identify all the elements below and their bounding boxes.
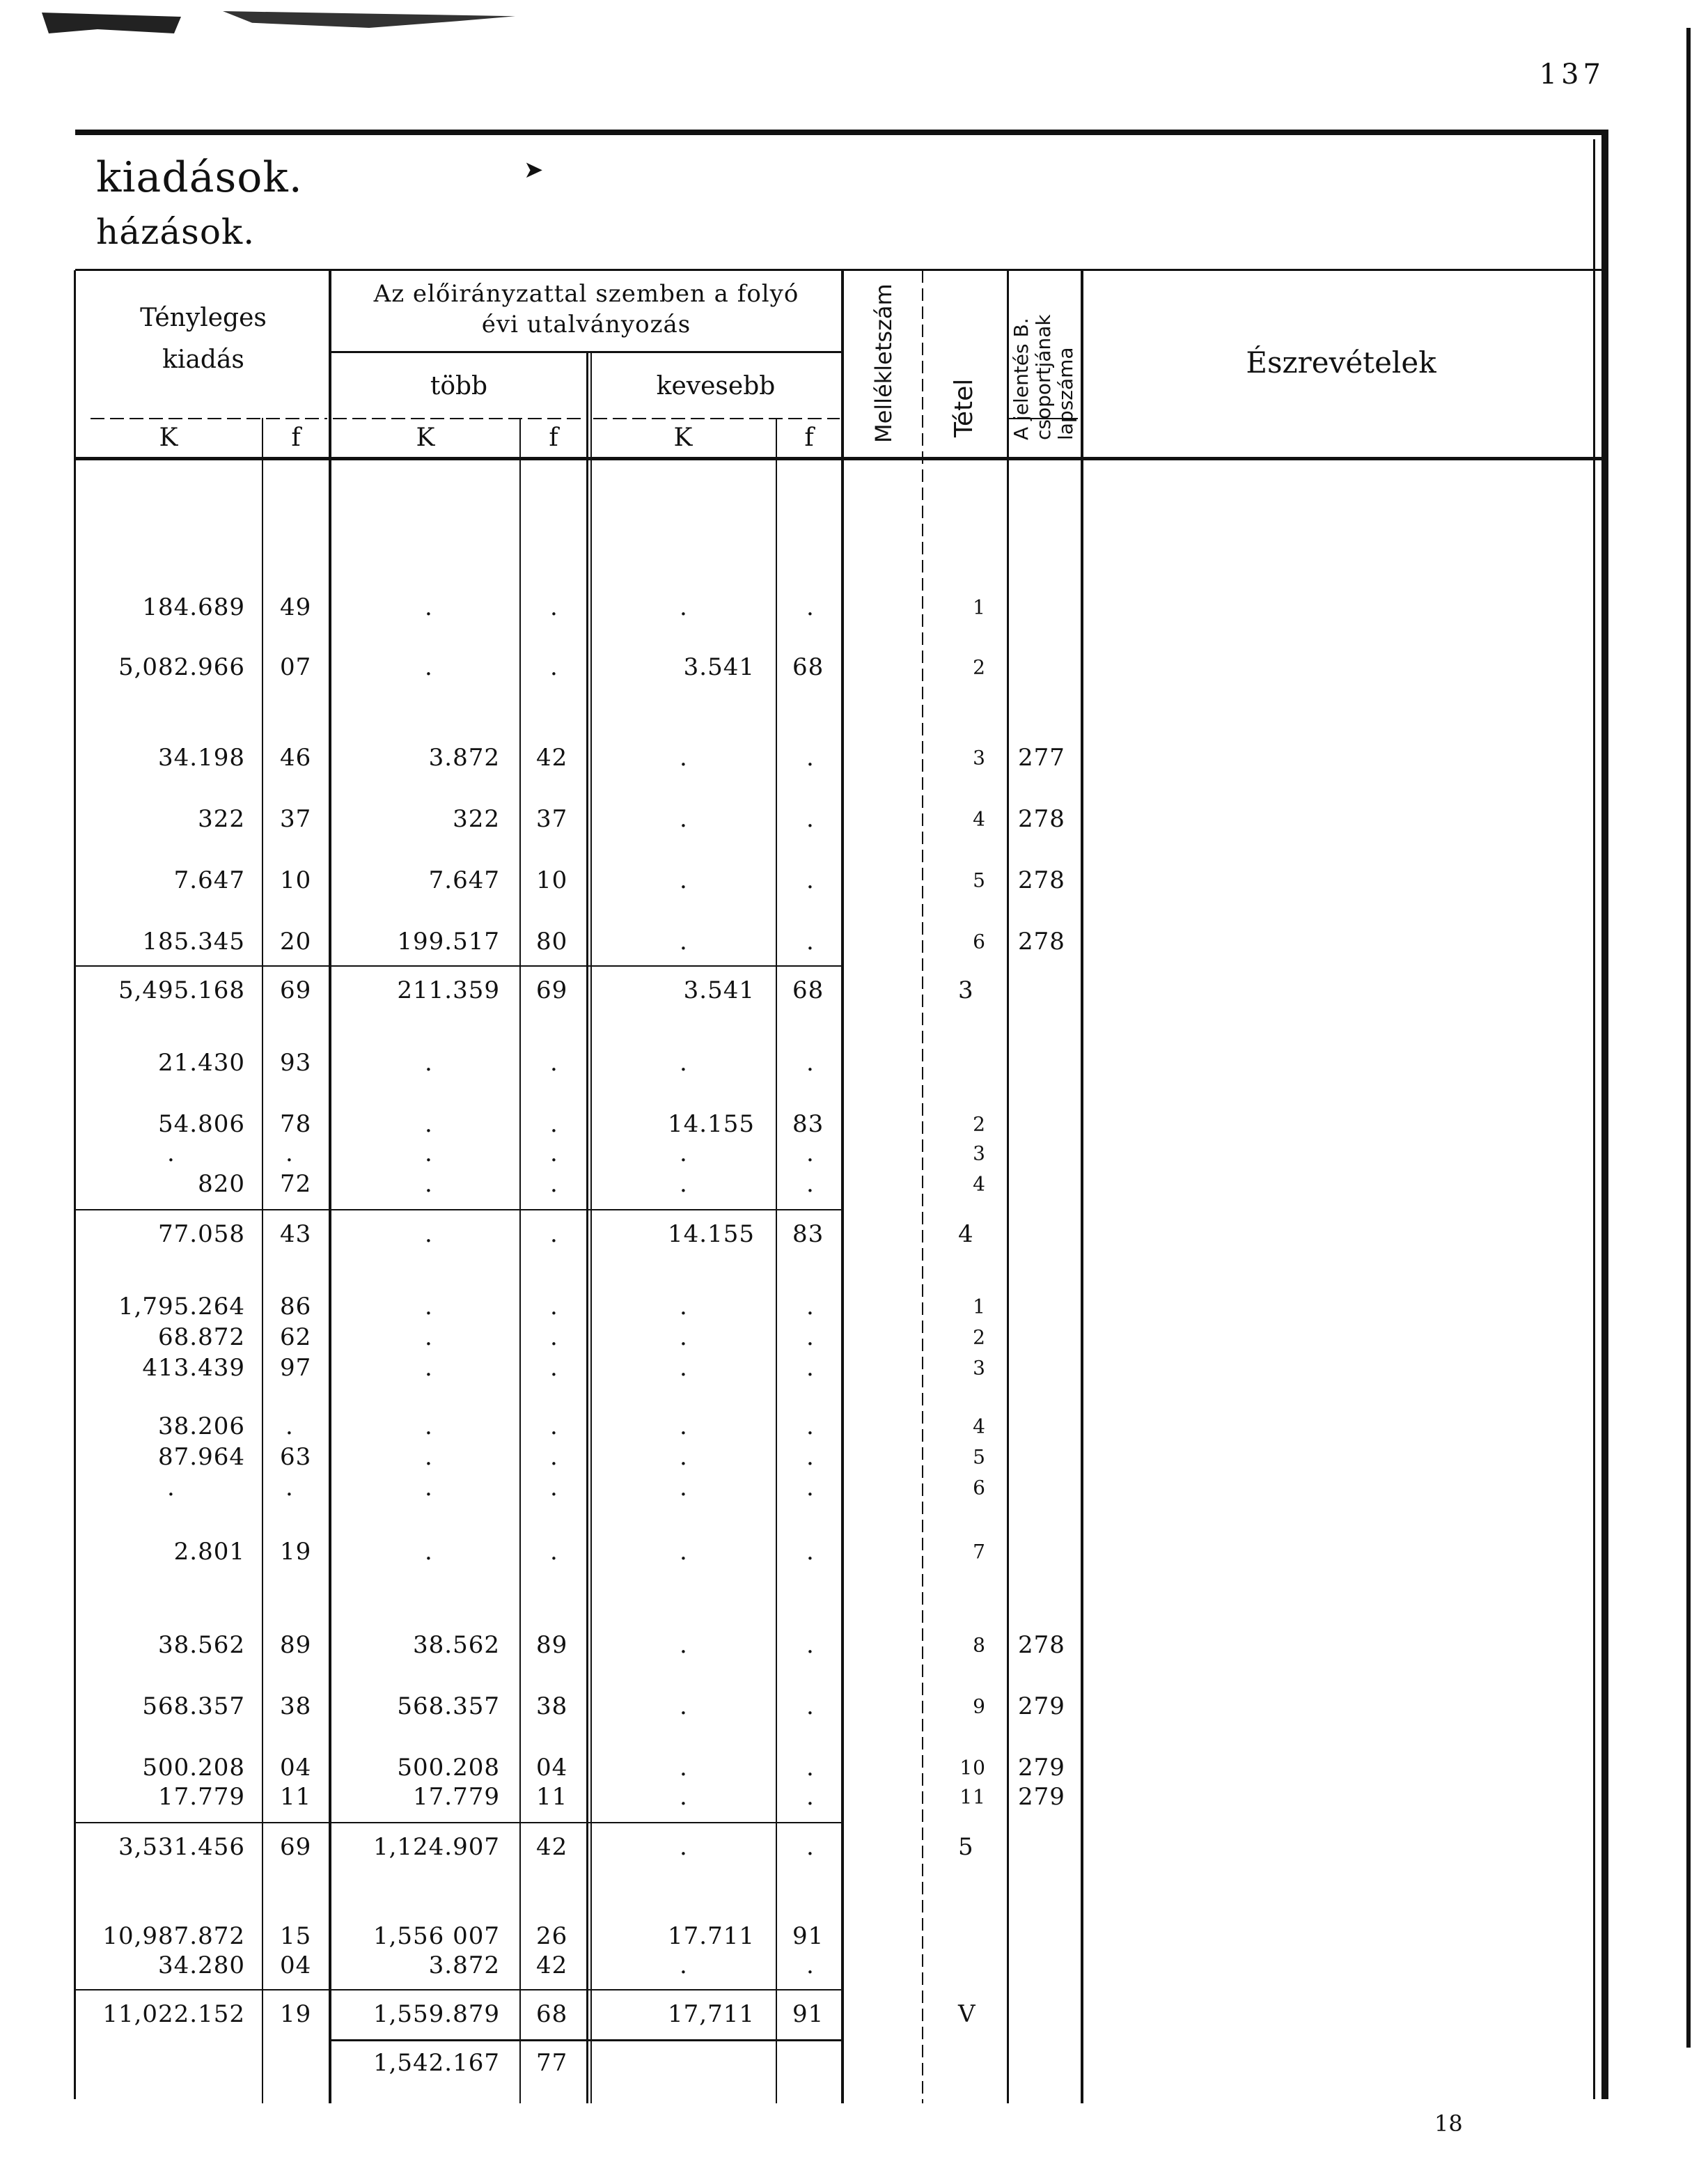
page-title: kiadások. xyxy=(96,153,303,202)
cell-mf: . xyxy=(550,1412,558,1440)
cell-ak: 5,495.168 xyxy=(118,976,245,1004)
cell-mk: 7.647 xyxy=(428,866,500,894)
frame-right-border-inner xyxy=(1593,139,1595,2099)
cell-ak: 322 xyxy=(198,805,245,833)
cell-af: 04 xyxy=(280,1754,312,1782)
cell-mf: . xyxy=(550,1139,558,1167)
cell-mf: 38 xyxy=(536,1692,568,1720)
cell-mk: . xyxy=(425,1412,433,1440)
cell-ak: 1,795.264 xyxy=(118,1293,245,1320)
cell-af: 69 xyxy=(280,1833,312,1861)
cell-ak: 10,987.872 xyxy=(102,1922,245,1950)
cell-af: . xyxy=(285,1412,294,1440)
final-brace-rule xyxy=(331,2039,841,2041)
header-actual-line2: kiadás xyxy=(162,345,244,374)
cell-lf: . xyxy=(806,1783,815,1811)
cell-ak: 5,082.966 xyxy=(118,653,245,681)
cell-lk: 3.541 xyxy=(683,976,755,1004)
cell-af: . xyxy=(285,1474,294,1502)
col-line-left xyxy=(74,270,76,2099)
cell-lf: . xyxy=(806,1631,815,1659)
cell-lk: . xyxy=(680,1412,688,1440)
top-border xyxy=(75,130,1607,135)
cell-lf: . xyxy=(806,1538,815,1566)
cell-lf: . xyxy=(806,1293,815,1320)
cell-lk: . xyxy=(680,1631,688,1659)
cell-mf: . xyxy=(550,1538,558,1566)
cell-lk: . xyxy=(680,866,688,894)
cell-mf: 77 xyxy=(536,2049,568,2077)
cell-ak: 185.345 xyxy=(142,928,245,956)
header-report-line1: A jelentés B. xyxy=(1010,318,1033,440)
cell-mk: 1,124.907 xyxy=(373,1833,500,1861)
cell-ak: 3,531.456 xyxy=(118,1833,245,1861)
cell-tetel: V xyxy=(958,2000,976,2028)
header-less-f: f xyxy=(804,423,814,452)
cell-ak: 34.280 xyxy=(158,1951,245,1979)
header-top-line xyxy=(75,269,1601,271)
cell-ak: 77.058 xyxy=(158,1220,245,1248)
cell-mk: 3.872 xyxy=(428,1951,500,1979)
cell-mf: 04 xyxy=(536,1754,568,1782)
cell-af: 97 xyxy=(280,1354,312,1382)
cell-af: 11 xyxy=(280,1783,312,1811)
cell-lf: . xyxy=(806,1049,815,1077)
cell-lk: . xyxy=(680,1754,688,1782)
cell-lf: . xyxy=(806,1692,815,1720)
cell-ak: 38.562 xyxy=(158,1631,245,1659)
cell-ak: 500.208 xyxy=(142,1754,245,1782)
cell-ak: 38.206 xyxy=(158,1412,245,1440)
cell-af: 69 xyxy=(280,976,312,1004)
cell-tetel: 4 xyxy=(958,1220,974,1248)
col-line-more-less xyxy=(586,352,588,2103)
cell-af: 38 xyxy=(280,1692,312,1720)
subtotal-rule xyxy=(75,965,841,967)
cell-mf: 80 xyxy=(536,928,568,956)
cell-tetel: 11 xyxy=(959,1785,986,1809)
cell-mk: . xyxy=(425,1049,433,1077)
col-line-actual-f xyxy=(262,418,263,2103)
cell-lap: 279 xyxy=(1018,1783,1065,1811)
cell-tetel: 6 xyxy=(973,930,986,953)
cell-lf: 68 xyxy=(792,976,824,1004)
cell-lk: 17.711 xyxy=(668,1922,755,1950)
cell-tetel: 2 xyxy=(973,1325,986,1349)
scan-artifact-top-2 xyxy=(223,11,515,28)
col-line-more-less-2 xyxy=(590,352,592,2103)
cell-tetel: 7 xyxy=(973,1540,986,1564)
cell-lk: . xyxy=(680,593,688,621)
cell-af: 89 xyxy=(280,1631,312,1659)
cell-lf: 91 xyxy=(792,1922,824,1950)
header-report-line3: lapszáma xyxy=(1054,347,1077,440)
col-line-less-f xyxy=(776,418,777,2103)
cell-af: 15 xyxy=(280,1922,312,1950)
cell-lk: . xyxy=(680,928,688,956)
header-less: kevesebb xyxy=(656,372,776,400)
cell-lf: . xyxy=(806,1833,815,1861)
col-line-more-f xyxy=(519,418,521,2103)
col-line-appendix xyxy=(841,270,844,2103)
cell-lk: . xyxy=(680,1692,688,1720)
cell-mk: 322 xyxy=(453,805,500,833)
cell-mf: 42 xyxy=(536,744,568,772)
cell-ak: 34.198 xyxy=(158,744,245,772)
cell-lf: 91 xyxy=(792,2000,824,2028)
cell-af: 37 xyxy=(280,805,312,833)
header-more: több xyxy=(430,372,488,400)
cell-lk: . xyxy=(680,1323,688,1351)
cell-lf: 68 xyxy=(792,653,824,681)
cell-lap: 279 xyxy=(1018,1692,1065,1720)
cell-lk: . xyxy=(680,1293,688,1320)
cell-lf: . xyxy=(806,1443,815,1471)
cell-tetel: 9 xyxy=(973,1694,986,1718)
cell-lf: . xyxy=(806,1474,815,1502)
cell-mk: 17.779 xyxy=(413,1783,500,1811)
header-remarks: Észrevételek xyxy=(1246,345,1436,380)
cell-tetel: 4 xyxy=(973,1172,986,1196)
cell-mk: . xyxy=(425,1538,433,1566)
cell-tetel: 6 xyxy=(973,1476,986,1499)
cell-af: 04 xyxy=(280,1951,312,1979)
page-subtitle: házások. xyxy=(96,212,256,252)
cell-af: 62 xyxy=(280,1323,312,1351)
cell-lk: 17,711 xyxy=(668,2000,755,2028)
cell-af: 43 xyxy=(280,1220,312,1248)
header-appendix: Mellékletszám xyxy=(870,283,897,443)
cell-mk: 1,559.879 xyxy=(373,2000,500,2028)
cell-af: 07 xyxy=(280,653,312,681)
cell-af: 63 xyxy=(280,1443,312,1471)
cell-ak: 11,022.152 xyxy=(102,2000,245,2028)
cell-lk: . xyxy=(680,1474,688,1502)
cell-mk: 1,556 007 xyxy=(373,1922,500,1950)
cell-lk: 14.155 xyxy=(668,1220,755,1248)
cell-lf: . xyxy=(806,1754,815,1782)
cell-mf: . xyxy=(550,1443,558,1471)
cell-ak: 820 xyxy=(198,1170,245,1198)
cell-tetel: 5 xyxy=(958,1833,974,1861)
more-k-line xyxy=(333,418,583,419)
cell-tetel: 5 xyxy=(973,868,986,892)
cell-mk: . xyxy=(425,593,433,621)
cell-ak: 568.357 xyxy=(142,1692,245,1720)
cell-ak: 54.806 xyxy=(158,1110,245,1138)
cell-mf: . xyxy=(550,1220,558,1248)
cell-lf: . xyxy=(806,1139,815,1167)
cell-lk: . xyxy=(680,744,688,772)
cell-ak: 17.779 xyxy=(158,1783,245,1811)
cell-lk: 3.541 xyxy=(683,653,755,681)
frame-right-border xyxy=(1601,130,1608,2099)
cell-lf: . xyxy=(806,1412,815,1440)
cell-mk: . xyxy=(425,653,433,681)
cell-ak: 413.439 xyxy=(142,1354,245,1382)
header-bottom-line xyxy=(75,457,1601,460)
header-budget-line2: évi utalványozás xyxy=(481,311,691,338)
cell-mf: 68 xyxy=(536,2000,568,2028)
cell-lf: . xyxy=(806,928,815,956)
col-line-item xyxy=(922,270,923,2103)
cell-lk: . xyxy=(680,805,688,833)
cell-lk: . xyxy=(680,1783,688,1811)
cell-mf: . xyxy=(550,1049,558,1077)
cell-lf: . xyxy=(806,744,815,772)
header-actual-k: K xyxy=(159,423,178,452)
cell-mf: 26 xyxy=(536,1922,568,1950)
cell-mf: 89 xyxy=(536,1631,568,1659)
cell-mf: 42 xyxy=(536,1833,568,1861)
cell-af: 78 xyxy=(280,1110,312,1138)
subtotal-rule xyxy=(75,1209,841,1210)
cell-lk: . xyxy=(680,1443,688,1471)
cell-lk: 14.155 xyxy=(668,1110,755,1138)
cell-mf: 42 xyxy=(536,1951,568,1979)
cell-tetel: 2 xyxy=(973,1112,986,1136)
cell-tetel: 4 xyxy=(973,807,986,831)
cell-ak: 184.689 xyxy=(142,593,245,621)
subtotal-rule xyxy=(75,1822,841,1823)
scan-artifact-top xyxy=(42,13,181,33)
cell-mf: 10 xyxy=(536,866,568,894)
cell-lk: . xyxy=(680,1354,688,1382)
cell-tetel: 3 xyxy=(973,746,986,770)
cell-lf: . xyxy=(806,1354,815,1382)
cell-mk: 199.517 xyxy=(397,928,500,956)
cell-ak: 87.964 xyxy=(158,1443,245,1471)
header-report-line2: csoportjának xyxy=(1032,314,1055,440)
cell-lap: 278 xyxy=(1018,928,1065,956)
header-item: Tétel xyxy=(950,378,978,437)
cell-tetel: 5 xyxy=(973,1445,986,1469)
cell-af: 10 xyxy=(280,866,312,894)
cell-lf: . xyxy=(806,1323,815,1351)
header-more-f: f xyxy=(549,423,558,452)
cell-tetel: 4 xyxy=(973,1415,986,1438)
cell-lf: 83 xyxy=(792,1110,824,1138)
cell-mf: . xyxy=(550,1354,558,1382)
cell-af: 72 xyxy=(280,1170,312,1198)
cell-af: 86 xyxy=(280,1293,312,1320)
cell-lf: . xyxy=(806,593,815,621)
col-line-remarks xyxy=(1081,270,1083,2103)
cell-lap: 278 xyxy=(1018,866,1065,894)
cell-tetel: 3 xyxy=(973,1356,986,1380)
cell-lf: . xyxy=(806,1951,815,1979)
cell-tetel: 3 xyxy=(958,976,974,1004)
cell-lk: . xyxy=(680,1170,688,1198)
cell-mk: . xyxy=(425,1323,433,1351)
cell-tetel: 10 xyxy=(959,1756,986,1779)
col-line-budget xyxy=(329,270,331,2103)
cell-af: 93 xyxy=(280,1049,312,1077)
cell-mf: 37 xyxy=(536,805,568,833)
cell-tetel: 1 xyxy=(973,595,986,619)
cell-mk: 568.357 xyxy=(397,1692,500,1720)
cell-mk: . xyxy=(425,1110,433,1138)
header-budget-line1: Az előirányzattal szemben a folyó xyxy=(373,280,799,308)
cell-lk: . xyxy=(680,1538,688,1566)
less-k-line xyxy=(593,418,840,419)
cell-mk: . xyxy=(425,1354,433,1382)
cell-ak: . xyxy=(167,1474,175,1502)
cell-lf: 83 xyxy=(792,1220,824,1248)
cell-af: 20 xyxy=(280,928,312,956)
header-actual-f: f xyxy=(291,423,301,452)
cell-mf: . xyxy=(550,1474,558,1502)
cell-af: 19 xyxy=(280,2000,312,2028)
cell-tetel: 8 xyxy=(973,1633,986,1657)
cell-af: 49 xyxy=(280,593,312,621)
cell-lap: 279 xyxy=(1018,1754,1065,1782)
cell-lf: . xyxy=(806,805,815,833)
dot-mark: ➤ xyxy=(524,156,544,184)
cell-lk: . xyxy=(680,1139,688,1167)
cell-ak: . xyxy=(167,1139,175,1167)
cell-mk: . xyxy=(425,1474,433,1502)
cell-mf: 11 xyxy=(536,1783,568,1811)
cell-lf: . xyxy=(806,866,815,894)
header-more-k: K xyxy=(416,423,435,452)
cell-lk: . xyxy=(680,1951,688,1979)
cell-mk: 1,542.167 xyxy=(373,2049,500,2077)
cell-mk: . xyxy=(425,1220,433,1248)
page-number: 137 xyxy=(1539,59,1605,91)
cell-af: 46 xyxy=(280,744,312,772)
cell-mf: 69 xyxy=(536,976,568,1004)
col-line-report xyxy=(1007,270,1009,2103)
footer-mark: 18 xyxy=(1434,2110,1463,2137)
cell-mk: 211.359 xyxy=(397,976,500,1004)
cell-mf: . xyxy=(550,1170,558,1198)
cell-ak: 68.872 xyxy=(158,1323,245,1351)
scan-edge-right xyxy=(1686,28,1691,2048)
cell-af: . xyxy=(285,1139,294,1167)
cell-ak: 7.647 xyxy=(173,866,245,894)
cell-mf: . xyxy=(550,653,558,681)
cell-lap: 277 xyxy=(1018,744,1065,772)
cell-lap: 278 xyxy=(1018,1631,1065,1659)
cell-mf: . xyxy=(550,593,558,621)
cell-tetel: 2 xyxy=(973,655,986,679)
cell-mk: 38.562 xyxy=(413,1631,500,1659)
cell-lap: 278 xyxy=(1018,805,1065,833)
cell-lk: . xyxy=(680,1833,688,1861)
cell-mk: . xyxy=(425,1443,433,1471)
cell-lk: . xyxy=(680,1049,688,1077)
cell-tetel: 1 xyxy=(973,1295,986,1318)
cell-tetel: 3 xyxy=(973,1142,986,1165)
cell-ak: 2.801 xyxy=(173,1538,245,1566)
cell-mk: 500.208 xyxy=(397,1754,500,1782)
actual-k-line xyxy=(91,418,327,419)
cell-mf: . xyxy=(550,1323,558,1351)
subtotal-rule xyxy=(75,1989,841,1990)
cell-mk: . xyxy=(425,1293,433,1320)
cell-mf: . xyxy=(550,1293,558,1320)
cell-mf: . xyxy=(550,1110,558,1138)
cell-mk: 3.872 xyxy=(428,744,500,772)
cell-lf: . xyxy=(806,1170,815,1198)
header-less-k: K xyxy=(673,423,693,452)
cell-ak: 21.430 xyxy=(158,1049,245,1077)
cell-af: 19 xyxy=(280,1538,312,1566)
budget-sub-line xyxy=(330,351,841,353)
header-actual-line1: Tényleges xyxy=(140,304,267,332)
cell-mk: . xyxy=(425,1170,433,1198)
cell-mk: . xyxy=(425,1139,433,1167)
